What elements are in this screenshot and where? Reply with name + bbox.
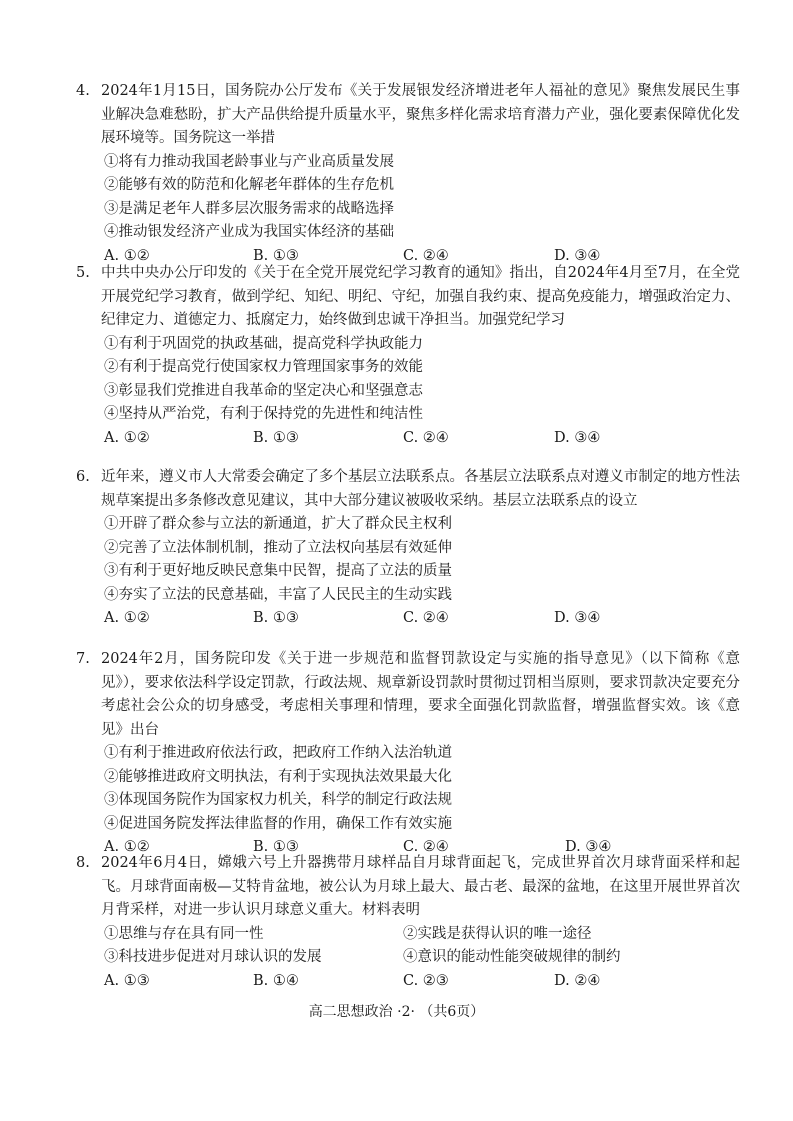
option-4: ④意识的能动性能突破规律的制约 — [403, 949, 621, 965]
option-4: ④夯实了立法的民意基础，丰富了人民民主的生动实践 — [104, 586, 452, 603]
option-3: ③是满足老年人群多层次服务需求的战略选择 — [104, 200, 394, 217]
choice-b: B. ①③ — [253, 247, 299, 264]
choice-a: A. ①② — [104, 610, 150, 626]
question-number: 8. — [76, 855, 90, 871]
choice-d: D. ③④ — [554, 610, 601, 626]
question-8 — [76, 852, 740, 993]
option-1: ①有利于巩固党的执政基础，提高党科学执政能力 — [104, 335, 423, 352]
option-3: ③体现国务院作为国家权力机关，科学的制定行政法规 — [104, 792, 452, 808]
option-2: ②能够推进政府文明执法，有利于实现执法效果最大化 — [104, 768, 452, 785]
option-2: ②能够有效的防范和化解老年群体的生存危机 — [104, 177, 394, 193]
choice-c: C. ②④ — [403, 610, 449, 626]
answer-choices — [76, 970, 740, 994]
question-stem — [76, 80, 740, 151]
question-7 — [76, 648, 740, 860]
option-1: ①将有力推动我国老龄事业与产业高质量发展 — [104, 153, 394, 170]
question-stem — [76, 852, 740, 923]
choice-b: B. ①③ — [253, 839, 299, 855]
answer-choices — [76, 427, 740, 451]
question-6 — [76, 466, 740, 631]
option-3: ③科技进步促进对月球认识的发展 — [104, 949, 322, 965]
question-number: 6. — [76, 469, 90, 485]
question-number: 7. — [76, 651, 90, 667]
option-4: ④促进国务院发挥法律监督的作用，确保工作有效实施 — [104, 815, 452, 832]
choice-d: D. ③④ — [554, 247, 601, 264]
option-2: ②有利于提高党行使国家权力管理国家事务的效能 — [104, 359, 423, 375]
question-text: 近年来，遵义市人大常委会确定了多个基层立法联系点。各基层立法联系点对遵义市制定的地方性法规草案提出多条修改意见建议，其中大部分建议被吸收采纳。基层立法联系点的设立 — [101, 469, 740, 509]
choice-b: B. ①③ — [253, 610, 299, 626]
options-row-2 — [76, 946, 740, 970]
options-row-1 — [76, 923, 740, 947]
choice-a: A. ①② — [104, 247, 150, 264]
question-5 — [76, 262, 740, 450]
choice-a: A. ①② — [104, 429, 150, 446]
option-2: ②实践是获得认识的唯一途径 — [403, 925, 592, 942]
choice-d: D. ③④ — [554, 429, 601, 446]
option-2: ②完善了立法体制机制，推动了立法权向基层有效延伸 — [104, 539, 452, 556]
choice-a: A. ①② — [104, 839, 150, 855]
option-4: ④推动银发经济产业成为我国实体经济的基础 — [104, 224, 394, 240]
question-number: 4. — [76, 83, 90, 99]
question-stem — [76, 466, 740, 513]
choice-d: D. ②④ — [554, 972, 601, 989]
option-4: ④坚持从严治党，有利于保持党的先进性和纯洁性 — [104, 406, 423, 422]
choice-a: A. ①③ — [104, 972, 150, 989]
choice-c: C. ②④ — [403, 429, 449, 446]
choice-c: C. ②④ — [403, 839, 449, 855]
choice-b: B. ①③ — [253, 429, 299, 446]
question-text: 中共中央办公厅印发的《关于在全党开展党纪学习教育的通知》指出，自2024年4月至7月，在全党开展党纪学习教育，做到学纪、知纪、明纪、守纪，加强自我约束、提高免疫能力，增强政治定力、纪律定力、道德定力、抵腐定力，始终做到忠诚干净担当。加强党纪学习 — [101, 265, 740, 328]
choice-b: B. ①④ — [253, 972, 299, 989]
answer-choices — [76, 607, 740, 631]
option-1: ①思维与存在具有同一性 — [104, 925, 264, 942]
question-stem — [76, 262, 740, 333]
option-3: ③有利于更好地反映民意集中民智，提高了立法的质量 — [104, 563, 452, 579]
question-text: 2024年6月4日，嫦娥六号上升器携带月球样品自月球背面起飞，完成世界首次月球背面采样和起飞。月球背面南极—艾特肯盆地，被公认为月球上最大、最古老、最深的盆地，在这里开展世界首次月背采样，对进一步认识月球意义重大。材料表明 — [101, 855, 740, 918]
option-1: ①开辟了群众参与立法的新通道，扩大了群众民主权利 — [104, 516, 452, 532]
question-text: 2024年1月15日，国务院办公厅发布《关于发展银发经济增进老年人福祉的意见》聚焦发展民生事业解决急难愁盼，扩大产品供给提升质量水平，聚焦多样化需求培育潜力产业，强化要素保障优化发展环境等。国务院这一举措 — [101, 83, 740, 146]
choice-c: C. ②③ — [403, 972, 449, 989]
choice-d: D. ③④ — [565, 839, 612, 855]
question-number: 5. — [76, 265, 90, 281]
choice-c: C. ②④ — [403, 247, 449, 264]
question-text: 2024年2月，国务院印发《关于进一步规范和监督罚款设定与实施的指导意见》（以下简称《意见》），要求依法科学设定罚款，行政法规、规章新设罚款时贯彻过罚相当原则，要求罚款决定要充分考虑社会公众的切身感受，考虑相关事理和情理，要求全面强化罚款监督，增强监督实效。该《意见》出台 — [101, 651, 740, 738]
page-footer: 高二思想政治 ·2· （共6页） — [308, 1004, 485, 1020]
question-4 — [76, 80, 740, 268]
option-3: ③彰显我们党推进自我革命的坚定决心和坚强意志 — [104, 382, 423, 399]
question-stem — [76, 648, 740, 742]
option-1: ①有利于推进政府依法行政，把政府工作纳入法治轨道 — [104, 745, 452, 761]
